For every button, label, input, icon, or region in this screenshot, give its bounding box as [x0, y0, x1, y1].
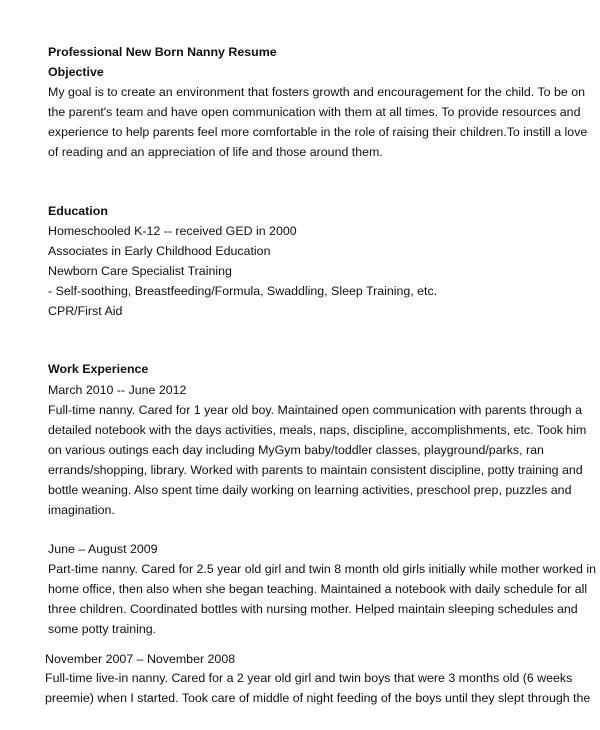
job-dates: March 2010 -- June 2012 [48, 383, 187, 397]
education-line: Newborn Care Specialist Training [48, 264, 232, 278]
job-description-line: preemie) when I started. Took care of middle of night feeding of the boys until they slept through the [45, 691, 591, 705]
objective-line: My goal is to create an environment that fosters growth and encouragement for the child. To be on [48, 85, 586, 99]
job-description-line: three children. Coordinated bottles with nursing mother. Helped maintain sleeping schedules and [48, 602, 578, 616]
document-title: Professional New Born Nanny Resume [48, 45, 277, 59]
education-line: Associates in Early Childhood Education [48, 244, 271, 258]
job-description-line: Part-time nanny. Cared for 2.5 year old girl and twin 8 month old girls initially while mother worked in [48, 562, 596, 576]
job-description-line: some potty training. [48, 622, 157, 636]
objective-line: experience to help parents feel more comfortable in the role of raising their children.To instill a love [48, 125, 588, 139]
job-description-line: detailed notebook with the days activities, meals, naps, discipline, accomplishments, etc. Took him [48, 423, 587, 437]
objective-line: the parent's team and have open communication with them at all times. To provide resources and [48, 105, 581, 119]
objective-line: of reading and an appreciation of life and those around them. [48, 145, 383, 159]
education-line: - Self-soothing, Breastfeeding/Formula, Swaddling, Sleep Training, etc. [48, 284, 438, 298]
job-description-line: errands/shopping, library. Worked with parents to maintain consistent discipline, potty training and [48, 463, 583, 477]
objective-heading: Objective [48, 65, 104, 79]
education-heading: Education [48, 204, 108, 218]
job-description-line: bottle weaning. Also spent time daily working on learning activities, preschool prep, puzzles and [48, 483, 572, 497]
job-description-line: imagination. [48, 503, 115, 517]
job-description-line: Full-time nanny. Cared for 1 year old boy. Maintained open communication with parents through a [48, 403, 583, 417]
job-description-line: on various outings each day including MyGym baby/toddler classes, playground/parks, ran [48, 443, 544, 457]
education-line: Homeschooled K-12 -- received GED in 2000 [48, 224, 297, 238]
job-description-line: Full-time live-in nanny. Cared for a 2 year old girl and twin boys that were 3 months old (6 weeks [45, 671, 573, 685]
education-line: CPR/First Aid [48, 304, 123, 318]
job-dates: November 2007 – November 2008 [45, 652, 236, 666]
job-dates: June – August 2009 [48, 542, 158, 556]
work-experience-heading: Work Experience [48, 362, 149, 376]
job-description-line: home office, then also when she began teaching. Maintained a notebook with daily schedule for all [48, 582, 588, 596]
